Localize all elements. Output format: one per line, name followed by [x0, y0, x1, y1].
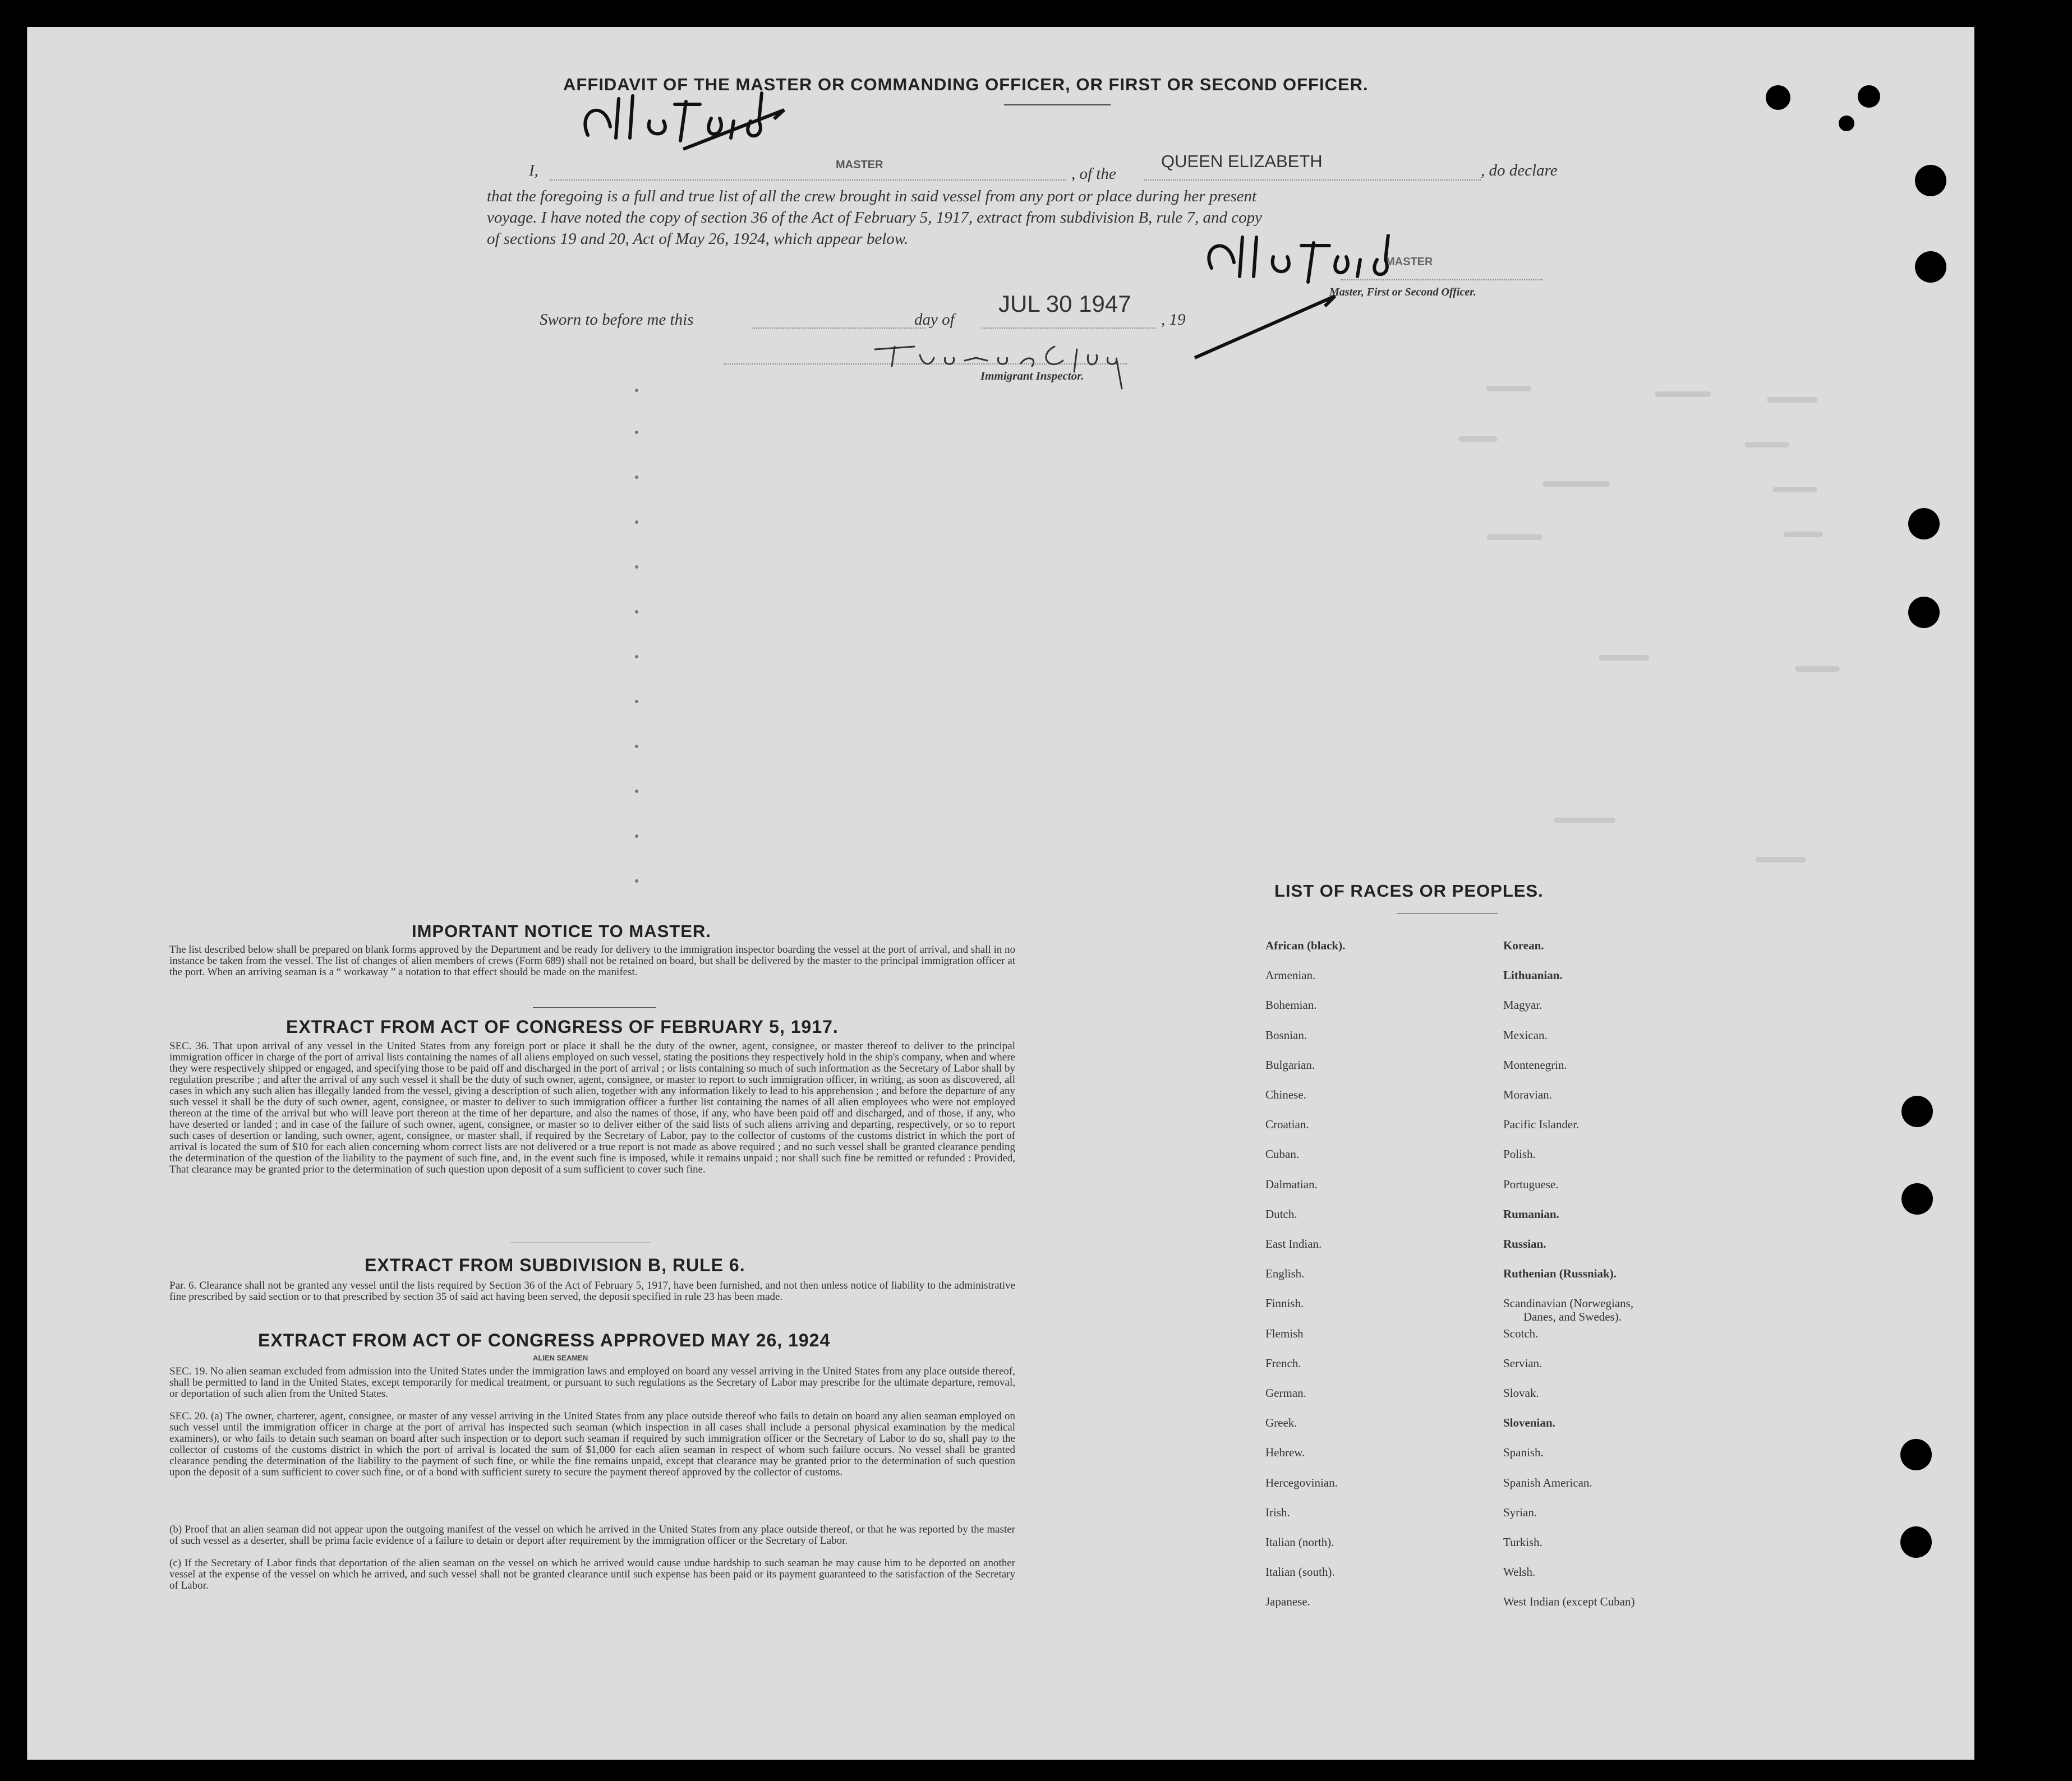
race-item: Pacific Islander. [1503, 1118, 1580, 1131]
punch-hole [1901, 1183, 1933, 1215]
race-item: West Indian (except Cuban) [1503, 1595, 1635, 1608]
sworn-day-blank [752, 327, 926, 329]
affidavit-title: AFFIDAVIT OF THE MASTER OR COMMANDING OFFICER, OR FIRST OR SECOND OFFICER. [563, 75, 1369, 94]
margin-dot [635, 879, 638, 883]
race-item: Flemish [1265, 1327, 1304, 1340]
margin-dot [635, 431, 638, 434]
bleed-through-mark [1784, 532, 1823, 537]
race-item: Lithuanian. [1503, 968, 1563, 982]
punch-hole [1915, 251, 1946, 283]
race-item: Montenegrin. [1503, 1058, 1567, 1072]
races-title: LIST OF RACES OR PEOPLES. [1274, 881, 1544, 901]
race-item: Croatian. [1265, 1118, 1309, 1131]
race-item: Servian. [1503, 1356, 1543, 1370]
race-item: Syrian. [1503, 1506, 1537, 1519]
bleed-through-mark [1458, 436, 1498, 442]
master-stamp: MASTER [836, 159, 883, 171]
bleed-through-mark [1543, 481, 1610, 487]
race-item: Scotch. [1503, 1327, 1539, 1340]
race-item: Spanish American. [1503, 1476, 1592, 1489]
bleed-through-mark [1756, 857, 1806, 862]
page-edge-shadow [1974, 27, 1989, 1760]
margin-dot [635, 520, 638, 524]
race-item: Moravian. [1503, 1088, 1552, 1101]
race-item: French. [1265, 1356, 1301, 1370]
race-item: Portuguese. [1503, 1178, 1559, 1191]
bleed-through-mark [1486, 386, 1531, 391]
margin-dot [635, 655, 638, 658]
bleed-through-mark [1554, 818, 1615, 823]
title-underline [1004, 104, 1111, 105]
subdivision-text: Par. 6. Clearance shall not be granted any vessel until the lists required by Section 36 of the Act of February 5, 1917, have been furnished, and not then unless notice of liability to the administrative fine prescribed by said section or to that prescribed by section 35 of said act having been served, the deposit specified in rule 23 has been made. [169, 1280, 1015, 1303]
bleed-through-mark [1767, 397, 1817, 403]
race-item: Welsh. [1503, 1565, 1536, 1579]
race-item: Slovak. [1503, 1386, 1539, 1400]
bleed-through-mark [1599, 655, 1649, 661]
race-item: Danes, and Swedes). [1523, 1310, 1622, 1323]
race-item: Ruthenian (Russniak). [1503, 1267, 1617, 1280]
inspector-label: Immigrant Inspector. [980, 369, 1084, 382]
race-item: English. [1265, 1267, 1305, 1280]
sec-19-text: SEC. 19. No alien seaman excluded from admission into the United States under the immigration laws and employed on board any vessel arriving in the United States from any place outside thereof, shall be permitted to land in the United States, except temporarily for medical treatment, or pursuant to such regulations as the Secretary of Labor may prescribe for the ultimate departure, removal, or deportation of such alien from the United States. [169, 1365, 1015, 1400]
race-item: Dalmatian. [1265, 1178, 1318, 1191]
bleed-through-mark [1795, 666, 1840, 672]
race-item: East Indian. [1265, 1237, 1322, 1251]
alien-seamen-subtitle: ALIEN SEAMEN [533, 1354, 588, 1362]
date-stamp: JUL 30 1947 [998, 290, 1131, 317]
name-blank [550, 179, 1066, 181]
i-label: I, [529, 162, 538, 179]
race-item: Italian (north). [1265, 1535, 1334, 1549]
bleed-through-mark [1772, 487, 1817, 492]
sec-20b-text: (b) Proof that an alien seaman did not appear upon the outgoing manifest of the vessel on which he arrived in the United States from any place outside thereof, or that he was reported by the master of such vessel as a deserter, shall be prima facie evidence of a failure to detain or deport after requirement by the immigration officer or the Secretary of Labor. [169, 1524, 1015, 1547]
race-item: Bosnian. [1265, 1028, 1307, 1042]
year-prefix: , 19 [1161, 311, 1186, 329]
margin-dot [635, 565, 638, 569]
margin-dot [635, 790, 638, 793]
affidavit-body-line1: that the foregoing is a full and true list of all the crew brought in said vessel from any port or place during her present [487, 187, 1257, 205]
race-item: Polish. [1503, 1147, 1536, 1161]
race-item: Turkish. [1503, 1535, 1543, 1549]
notice-text: The list described below shall be prepared on blank forms approved by the Department and be ready for delivery to the immigration inspector boarding the vessel at the port of arrival, and shall in no instance be taken from the vessel. The list of changes of alien members of crews (Form 689) shall not be retained on board, but shall be delivered by the master to the principal immigration officer at the port. When an arriving seaman is a “ workaway ” a notation to that effect should be made on the manifest. [169, 944, 1015, 978]
margin-dot [635, 610, 638, 613]
race-item: Magyar. [1503, 998, 1543, 1012]
race-item: German. [1265, 1386, 1306, 1400]
race-item: Mexican. [1503, 1028, 1548, 1042]
punch-hole [1900, 1439, 1932, 1470]
race-item: Hercegovinian. [1265, 1476, 1338, 1489]
race-item: Greek. [1265, 1416, 1297, 1429]
notice-title: IMPORTANT NOTICE TO MASTER. [412, 921, 711, 941]
affidavit-body-line2: voyage. I have noted the copy of section 36 of the Act of February 5, 1917, extract from subdivision B, rule 7, and copy [487, 209, 1263, 227]
margin-dot [635, 834, 638, 838]
race-item: Spanish. [1503, 1446, 1544, 1459]
extract-1924-title: EXTRACT FROM ACT OF CONGRESS APPROVED MAY 26, 1924 [258, 1330, 831, 1350]
sec-20a-text: SEC. 20. (a) The owner, charterer, agent, consignee, or master of any vessel arriving in the United States from any place outside thereof who fails to detain on board any alien seaman employed on such vessel until the immigration officer in charge at the port of arrival has inspected such seaman (which inspection in all cases shall include a personal physical examination by the medical examiners), or who fails to detain such seaman on board after such inspection or to deport such seaman if required by such immigration officer or the Secretary of Labor to do so, shall pay to the collector of customs of the customs district in which the port of arrival is located the sum of $1,000 for each alien seaman in respect of whom such failure occurs. No vessel shall be granted clearance pending the determination of the liability to the payment of such fine, or while the fine remains unpaid, except that clearance may be granted prior to the determination of such question upon the deposit of a sum sufficient to cover such fine, or of a bond with sufficient surety to secure the payment thereof approved by the collector of customs. [169, 1410, 1015, 1478]
vessel-name: QUEEN ELIZABETH [1161, 151, 1323, 171]
race-item: Russian. [1503, 1237, 1546, 1251]
race-item: Korean. [1503, 939, 1544, 952]
punch-hole [1908, 508, 1940, 539]
race-item: Dutch. [1265, 1207, 1297, 1221]
do-declare-label: , do declare [1481, 162, 1558, 179]
margin-dot [635, 745, 638, 748]
master-signature-top [565, 87, 801, 169]
subdivision-title: EXTRACT FROM SUBDIVISION B, RULE 6. [365, 1255, 745, 1275]
punch-hole [1900, 1526, 1932, 1558]
sworn-month-blank [982, 327, 1155, 329]
sec-20c-text: (c) If the Secretary of Labor finds that deportation of the alien seaman on the vessel on which he arrived would cause undue hardship to such seaman he may cause him to be deported on another vessel at the expense of the vessel on which he arrived, and such vessel shall not be granted clearance until such expense has been paid or its payment guaranteed to the satisfaction of the Secretary of Labor. [169, 1557, 1015, 1591]
punch-hole [1908, 597, 1940, 628]
vessel-blank [1144, 179, 1481, 181]
sworn-label: Sworn to before me this [540, 311, 694, 329]
race-item: African (black). [1265, 939, 1346, 952]
extract-1917-text: SEC. 36. That upon arrival of any vessel in the United States from any foreign port or place it shall be the duty of the owner, agent, consignee, or master thereof to deliver to the principal immigration officer in charge of the port of arrival lists containing the names of all aliens employed on such vessel, stating the positions they respectively hold in the ship's company, when and where they were respectively shipped or engaged, and specifying those to be paid off and discharged in the port of arrival ; or lists containing so much of such information as the Secretary of Labor shall by regulation prescribe ; and after the arrival of any such vessel it shall be the duty of such owner, agent, consignee, or master to report to such immigration officer, in writing, as soon as discovered, all cases in which any such alien has illegally landed from the vessel, giving a description of such alien, together with any information likely to lead to his apprehension ; and before the departure of any such vessel it shall be the duty of such owner, agent, consignee, or master to deliver to such immigration officer a further list containing the names of all alien employees who were not employed thereon at the time of the arrival but who will leave port thereon at the time of her departure, and also the names of those, if any, who have been paid off and discharged, and of those, if any, who have deserted or landed ; and in case of the failure of such owner, agent, consignee, or master so to deliver either of the said lists of such aliens arriving and departing, respectively, or so to report such cases of desertion or landing, such owner, agent, consignee, or master shall, if required by the Secretary of Labor, pay to the collector of customs of the customs district in which the port of arrival is located the sum of $10 for each alien concerning whom correct lists are not delivered or a true report is not made as above required ; and no such vessel shall be granted clearance pending the determination of the question of the liability to the payment of such fine, and, in the event such fine is imposed, while it remains unpaid ; nor shall such fine be remitted or refunded : Provided, That clearance may be granted prior to the determination of such question upon deposit of a sum sufficient to cover such fine. [169, 1040, 1015, 1175]
race-item: Armenian. [1265, 968, 1316, 982]
race-item: Bulgarian. [1265, 1058, 1315, 1072]
day-of-label: day of [914, 311, 955, 329]
race-item: Hebrew. [1265, 1446, 1305, 1459]
punch-hole [1915, 165, 1946, 196]
race-item: Bohemian. [1265, 998, 1317, 1012]
affidavit-body-line3: of sections 19 and 20, Act of May 26, 1924, which appear below. [487, 230, 909, 248]
punch-hole [1766, 85, 1790, 110]
race-item: Japanese. [1265, 1595, 1310, 1608]
master-signature-bottom [1189, 234, 1425, 372]
bleed-through-mark [1486, 534, 1543, 540]
section-divider [533, 1007, 656, 1008]
extract-1917-title: EXTRACT FROM ACT OF CONGRESS OF FEBRUARY 5, 1917. [286, 1017, 839, 1037]
race-item: Scandinavian (Norwegians, [1503, 1296, 1634, 1310]
race-item: Irish. [1265, 1506, 1290, 1519]
master-stamp-2: MASTER [1385, 256, 1433, 268]
punch-hole [1858, 85, 1880, 108]
document-page [27, 27, 1974, 1760]
race-item: Cuban. [1265, 1147, 1300, 1161]
punch-hole [1839, 116, 1854, 131]
margin-dot [635, 389, 638, 392]
race-item: Slovenian. [1503, 1416, 1555, 1429]
bleed-through-mark [1655, 391, 1711, 397]
race-item: Finnish. [1265, 1296, 1304, 1310]
punch-hole [1901, 1096, 1933, 1127]
race-item: Italian (south). [1265, 1565, 1335, 1579]
margin-dot [635, 700, 638, 703]
margin-dot [635, 476, 638, 479]
bleed-through-mark [1744, 442, 1789, 447]
inspector-signature [869, 333, 1150, 397]
of-the-label: , of the [1071, 165, 1116, 183]
race-item: Chinese. [1265, 1088, 1306, 1101]
officer-label: Master, First or Second Officer. [1329, 286, 1476, 298]
race-item: Rumanian. [1503, 1207, 1559, 1221]
